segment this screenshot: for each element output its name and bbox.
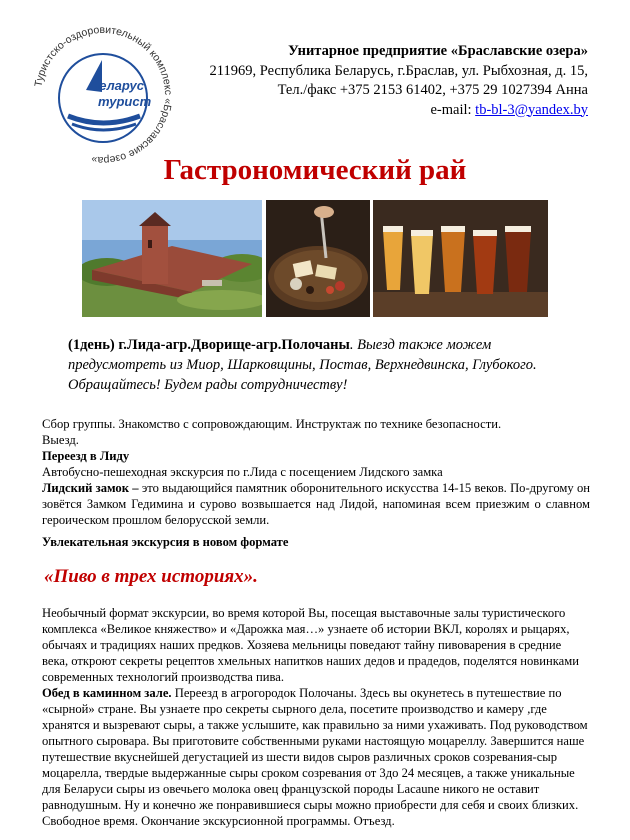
program-heading: Переезд в Лиду xyxy=(42,449,130,463)
logo-brand-line2: турист xyxy=(98,94,152,109)
program-section xyxy=(42,416,590,528)
company-logo xyxy=(28,20,178,170)
beer-glasses-photo xyxy=(373,200,548,317)
program-line: Сбор группы. Знакомство с сопровождающим. Инструктаж по технике безопасности. xyxy=(42,417,502,431)
tour-route: (1день) г.Лида-агр.Дворище-агр.Полочаны xyxy=(68,337,350,353)
beer-description: Необычный формат экскурсии, во время которой Вы, посещая выставочные залы туристического комплекса «Великое княжество» и «Дарожка мая…» узнаете об истории ВКЛ, королях и рыцарях, обычаях и традициях наших предков. Хозяева мельницы поведают тайну пивоварения в средние века, откроют секреты рецептов хмельных напитков наших дедов и прадедов, поделятся новинками современных технологий производства пива. xyxy=(42,606,579,684)
tour-note: . Выезд также можем предусмотреть из Миор, Шарковщины, Постав, Верхнедвинска, Глубокого. Обращайтесь! Будем рады сотрудничеству! xyxy=(68,337,537,393)
program-line: Автобусно-пешеходная экскурсия по г.Лида с посещением Лидского замка xyxy=(42,465,443,479)
page-title: Гастрономический рай xyxy=(163,154,467,186)
beer-excursion-title: «Пиво в трех историях». xyxy=(44,566,258,587)
castle-photo xyxy=(82,200,262,317)
castle-description xyxy=(42,480,590,528)
lunch-paragraph xyxy=(42,685,590,813)
program-ending: Свободное время. Окончание экскурсионной программы. Отъезд. xyxy=(42,814,395,828)
company-contacts xyxy=(209,42,588,120)
company-phone: Тел./факс +375 2153 61402, +375 29 1027394 Анна xyxy=(277,82,588,98)
logo-brand-line1: Беларус xyxy=(90,78,144,93)
castle-text: это выдающийся памятник оборонительного искусства 14-15 веков. По-другому он зовётся Замком Гедимина и сурово возвышается над Лидой, напоминая всем приезжим о славном героическом прошлом белорусской земли. xyxy=(42,481,591,527)
castle-label: Лидский замок – xyxy=(42,481,142,495)
new-format-heading: Увлекательная экскурсия в новом формате xyxy=(42,535,289,549)
logo-ring-text: Туристско-оздоровительный комплекс «Браславские озера» xyxy=(32,23,175,167)
tour-intro xyxy=(68,335,578,395)
lunch-text: Переезд в агрогородок Полочаны. Здесь вы окунетесь в путешествие по «сырной» стране. Вы узнаете про секреты сырного дела, посетите производство и камеру ,где хранятся и вызревают сыры, а также услышите, как правильно за ними ухаживать. Под руководством опытного сыровара. Вы приготовите собственными руками настоящую моцареллу. Завершится наше путешествие вкуснейшей дегустацией из шести видов сыров различных сроков созревания-сыр моцарелла, твердые выдержанные сыры сроком созревания от 3до 24 месяцев, а также уникальные для Беларуси сыры из овечьего молока овец французской породы Lacaune никого не оставит равнодушным. Ну и конечно же понравившиеся сыры можно приобрести для себя и своих близких. xyxy=(42,686,588,812)
beer-section xyxy=(42,605,590,829)
company-name: Унитарное предприятие «Браславские озера» xyxy=(288,43,588,59)
cheese-platter-photo xyxy=(266,200,370,317)
lunch-label: Обед в каминном зале. xyxy=(42,686,172,700)
company-email-line xyxy=(209,101,588,121)
email-label: e-mail: xyxy=(430,101,476,118)
program-line: Выезд. xyxy=(42,433,79,447)
company-address: 211969, Республика Беларусь, г.Браслав, ул. Рыбхозная, д. 15, xyxy=(209,62,588,79)
email-link[interactable]: tb-bl-3@yandex.by xyxy=(475,101,588,118)
